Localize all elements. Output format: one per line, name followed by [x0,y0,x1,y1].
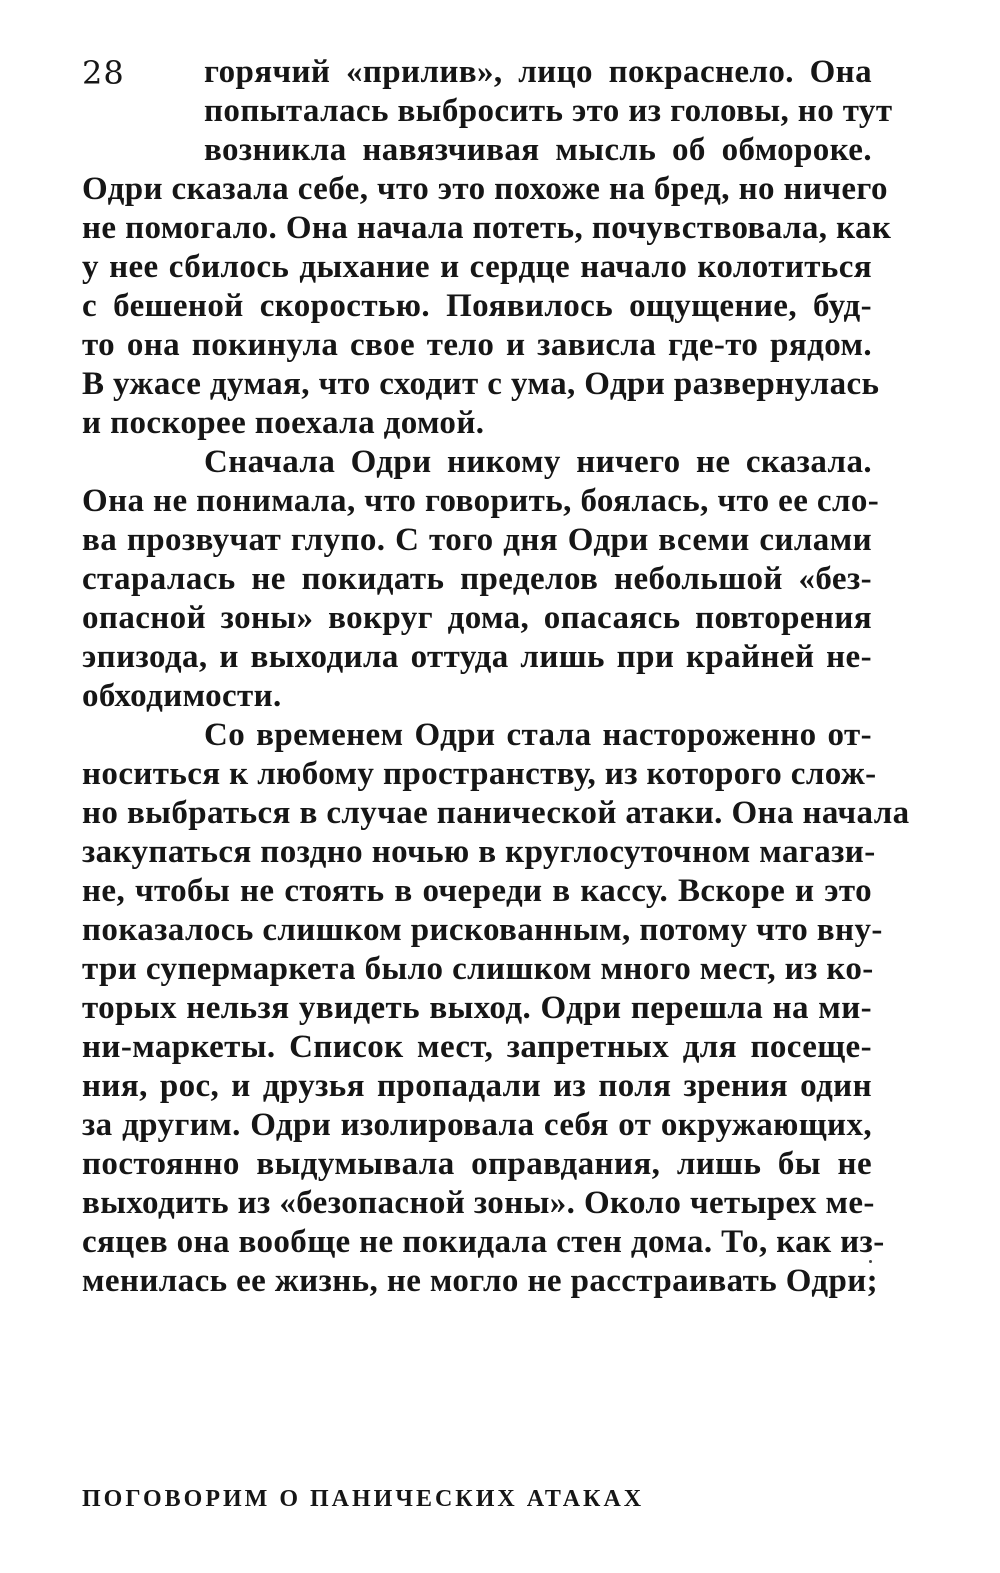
text-line: с бешеной скоростью. Появилось ощущение, буд- [82,288,872,324]
text-line: горячий «прилив», лицо покраснело. Она [204,54,872,90]
text-line: показалось слишком рискованным, потому что вну- [82,912,883,948]
body-text [82,53,910,1301]
text-line: три супермаркета было слишком много мест, из ко- [82,951,874,987]
text-line: носиться к любому пространству, из которого слож- [82,756,877,792]
running-footer-title: ПОГОВОРИМ О ПАНИЧЕСКИХ АТАКАХ [82,1486,645,1512]
text-line: и поскорее поехала домой. [82,405,485,441]
page-number: 28 [82,54,125,92]
text-line: старалась не покидать пределов небольшой «без- [82,561,872,597]
text-line: Со временем Одри стала настороженно от- [204,717,872,753]
text-line: ва прозвучат глупо. С того дня Одри всеми силами [82,522,872,558]
text-line: В ужасе думая, что сходит с ума, Одри развернулась [82,366,880,402]
text-line: ния, рос, и друзья пропадали из поля зрения один [82,1068,872,1104]
text-line: постоянно выдумывала оправдания, лишь бы не [82,1146,872,1182]
text-line: сяцев она вообще не покидала стен дома. То, как из- [82,1224,885,1260]
text-line: Одри сказала себе, что это похоже на бред, но ничего [82,171,888,207]
text-line: опасной зоны» вокруг дома, опасаясь повторения [82,600,872,636]
text-line: менилась ее жизнь, не могло не расстраивать Одри; [82,1263,879,1299]
text-line: торых нельзя увидеть выход. Одри перешла на ми- [82,990,872,1026]
text-line: но выбраться в случае панической атаки. Она начала [82,795,910,831]
text-line: выходить из «безопасной зоны». Около четырех ме- [82,1185,875,1221]
text-line: обходимости. [82,678,282,714]
text-line: не помогало. Она начала потеть, почувствовала, как [82,210,892,246]
text-line: ни-маркеты. Список мест, запретных для посеще- [82,1029,872,1065]
text-line: за другим. Одри изолировала себя от окружающих, [82,1107,872,1143]
text-line: у нее сбилось дыхание и сердце начало колотиться [82,249,872,285]
text-line: не, чтобы не стоять в очереди в кассу. Вскоре и это [82,873,872,909]
text-line: эпизода, и выходила оттуда лишь при крайней не- [82,639,872,675]
text-line: Сначала Одри никому ничего не сказала. [204,444,872,480]
print-speck [869,1260,872,1263]
text-line: Она не понимала, что говорить, боялась, что ее сло- [82,483,880,519]
text-line: возникла навязчивая мысль об обмороке. [204,132,872,168]
text-line: попыталась выбросить это из головы, но тут [204,93,893,129]
text-line: то она покинула свое тело и зависла где-то рядом. [82,327,872,363]
text-line: закупаться поздно ночью в круглосуточном магази- [82,834,876,870]
